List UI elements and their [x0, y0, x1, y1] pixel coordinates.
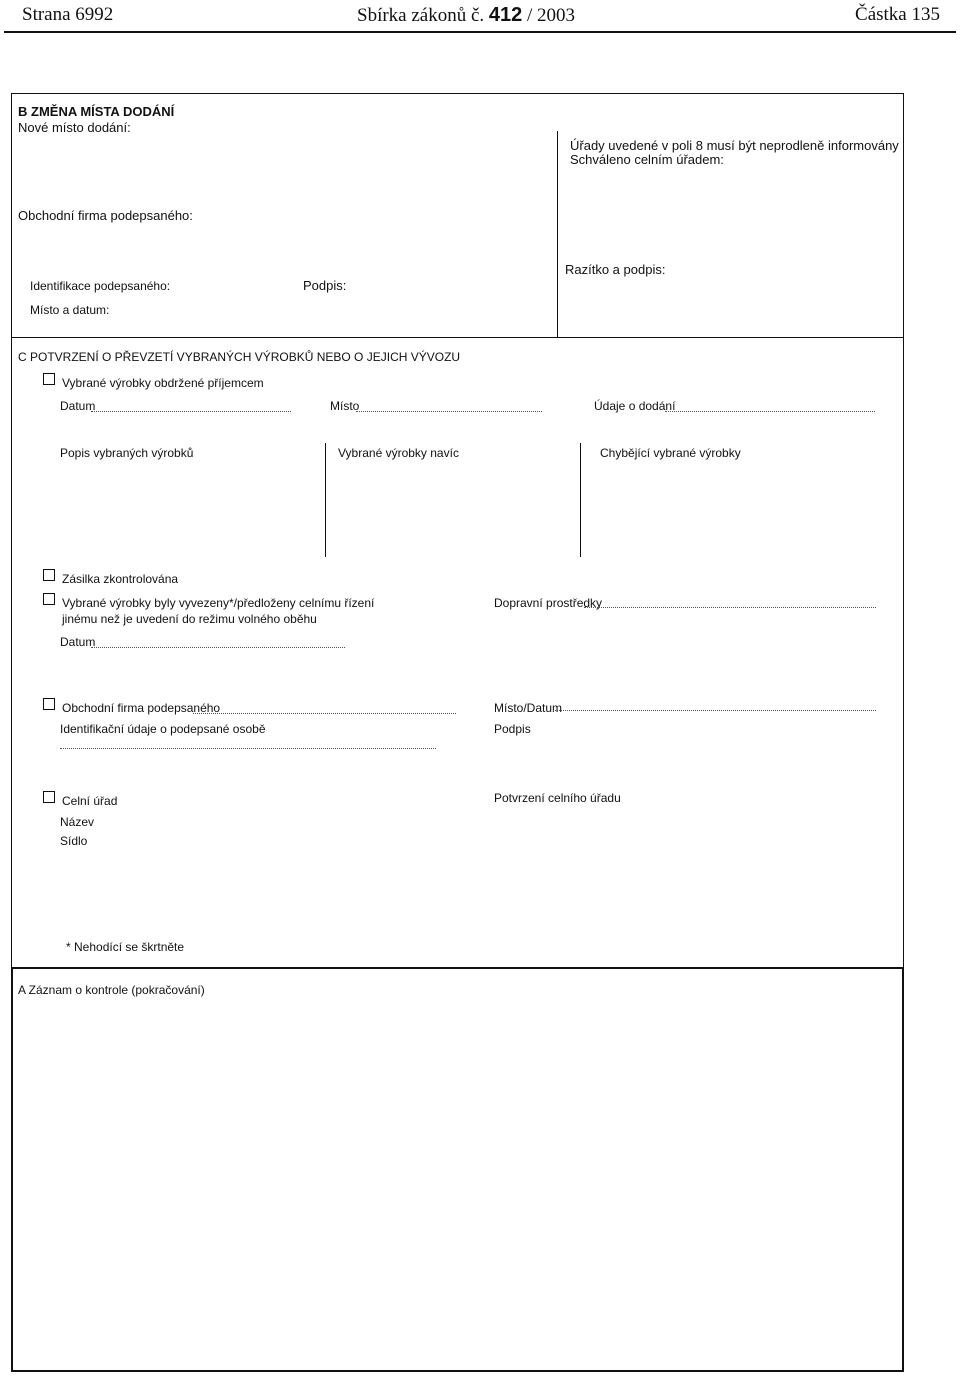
delivery-details-field[interactable]	[665, 411, 875, 412]
company-field[interactable]	[193, 713, 456, 714]
shipment-checked-label: Zásilka zkontrolována	[62, 572, 179, 586]
place-date-label: Místo a datum:	[30, 303, 110, 317]
stamp-signature-label: Razítko a podpis:	[565, 262, 666, 277]
company-name-label: Obchodní firma podepsaného:	[18, 208, 193, 223]
section-b-title: B ZMĚNA MÍSTA DODÁNÍ	[18, 104, 175, 119]
section-a-box	[11, 967, 904, 1372]
name-label: Název	[60, 815, 95, 829]
seat-label: Sídlo	[60, 834, 88, 848]
identification-label: Identifikace podepsaného:	[30, 279, 171, 293]
page-number: Strana 6992	[22, 4, 114, 25]
date-field[interactable]	[91, 411, 291, 412]
signature2-label: Podpis	[494, 722, 531, 736]
customs-confirmation-label: Potvrzení celního úřadu	[494, 791, 621, 805]
header-rule	[4, 31, 956, 33]
date2-label: Datum	[60, 635, 96, 649]
place-field[interactable]	[356, 411, 542, 412]
collection-title	[357, 4, 575, 27]
delivery-details-label: Údaje o dodání	[594, 399, 676, 413]
column-description-header: Popis vybraných výrobků	[60, 446, 194, 460]
identification-details-label: Identifikační údaje o podepsané osobě	[60, 722, 266, 736]
transport-label: Dopravní prostředky	[494, 596, 603, 610]
collection-number: 412	[488, 4, 523, 26]
column-missing-header: Chybějící vybrané výrobky	[600, 446, 741, 460]
place-label: Místo	[330, 399, 360, 413]
place-date2-label: Místo/Datum	[494, 701, 563, 715]
shipment-checked-checkbox[interactable]	[43, 569, 55, 581]
exported-checkbox[interactable]	[43, 593, 55, 605]
exported-label-line1: Vybrané výrobky byly vyvezeny*/předloženy celnímu řízení	[62, 596, 375, 610]
issue-part: Částka 135	[855, 4, 940, 25]
received-checkbox[interactable]	[43, 373, 55, 385]
column-divider-1	[325, 443, 326, 557]
signature-label: Podpis:	[303, 278, 347, 293]
section-c-box	[11, 338, 904, 968]
approved-by-label: Schváleno celním úřadem:	[570, 152, 724, 167]
collection-prefix: Sbírka zákonů č.	[357, 5, 485, 26]
collection-year: / 2003	[527, 5, 576, 26]
column-extra-header: Vybrané výrobky navíc	[338, 446, 459, 460]
section-c-title: C POTVRZENÍ O PŘEVZETÍ VYBRANÝCH VÝROBKŮ NEBO O JEJICH VÝVOZU	[18, 350, 461, 364]
customs-office-label: Celní úřad	[62, 794, 118, 808]
footnote: * Nehodící se škrtněte	[66, 940, 185, 954]
section-b-divider	[557, 131, 558, 338]
column-divider-2	[580, 443, 581, 557]
date2-field[interactable]	[91, 647, 345, 648]
customs-office-checkbox[interactable]	[43, 791, 55, 803]
identification-details-field[interactable]	[60, 748, 436, 749]
company-checkbox[interactable]	[43, 698, 55, 710]
transport-field[interactable]	[584, 607, 876, 608]
date-label: Datum	[60, 399, 96, 413]
authorities-notice: Úřady uvedené v poli 8 musí být neprodleně informovány	[570, 138, 899, 153]
received-label: Vybrané výrobky obdržené příjemcem	[62, 376, 264, 390]
section-a-title: A Záznam o kontrole (pokračování)	[18, 983, 205, 997]
exported-label-line2: jinému než je uvedení do režimu volného oběhu	[62, 612, 317, 626]
company-label: Obchodní firma podepsaného	[62, 701, 221, 715]
new-place-label: Nové místo dodání:	[18, 120, 131, 135]
place-date2-field[interactable]	[553, 710, 876, 711]
